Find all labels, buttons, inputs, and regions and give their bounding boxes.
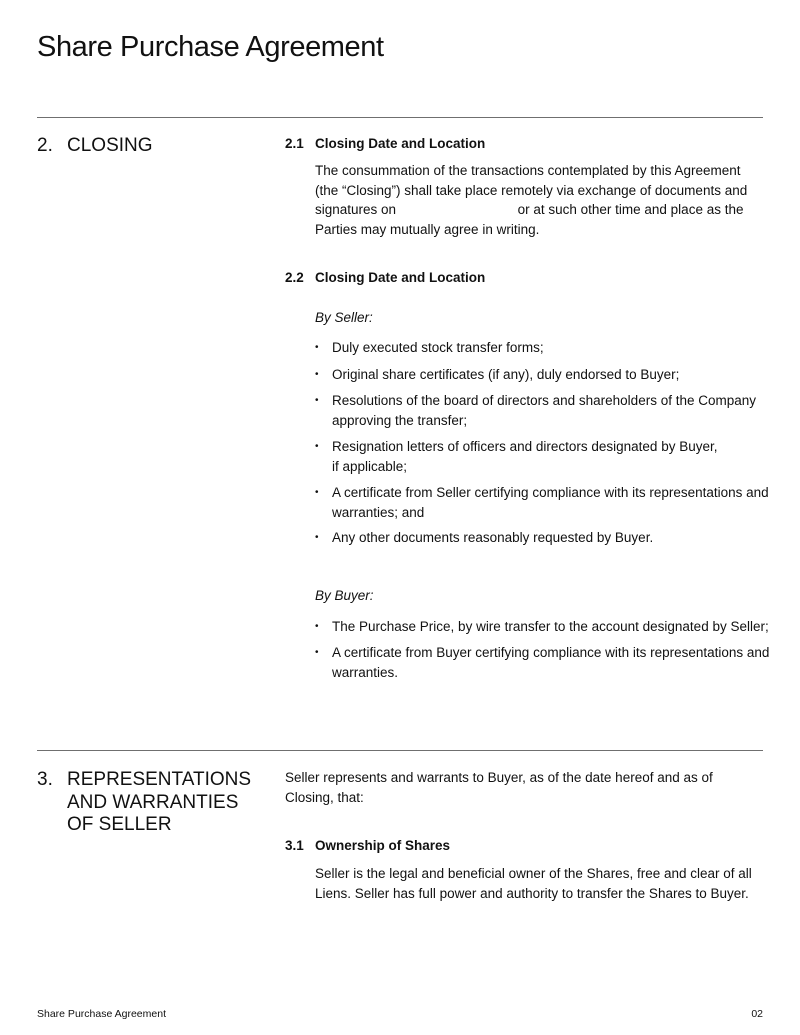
bullet-icon: • [315, 647, 319, 658]
seller-list-item: • A certificate from Seller certifying compliance with its representations and warranties; and [315, 485, 769, 520]
section-2-title: CLOSING [67, 135, 153, 156]
section-3-title: REPRESENTATIONS AND WARRANTIES OF SELLER [67, 769, 252, 835]
buyer-list-item: • The Purchase Price, by wire transfer to the account designated by Seller; [315, 617, 770, 637]
clause-3-1-text: Seller is the legal and beneficial owner of the Shares, free and clear of all Liens. Seller has full power and authority to transfer the Shares to Buyer. [315, 866, 752, 901]
seller-list-item: • Original share certificates (if any), duly endorsed to Buyer; [315, 365, 770, 385]
seller-list-item: • Any other documents reasonably requested by Buyer. [315, 528, 770, 548]
section-divider [37, 117, 763, 118]
section-divider [37, 750, 763, 751]
section-2-number: 2. [37, 135, 53, 156]
clause-2-1-number: 2.1 [285, 136, 304, 151]
clause-3-1-title: Ownership of Shares [315, 838, 451, 853]
seller-list-item: • Duly executed stock transfer forms; [315, 338, 770, 358]
bullet-icon: • [315, 395, 319, 406]
bullet-icon: • [315, 342, 319, 353]
bullet-icon: • [315, 621, 319, 632]
buyer-list-item: • A certificate from Buyer certifying compliance with its representations and warranties. [315, 645, 770, 680]
seller-list-item: • Resignation letters of officers and directors designated by Buyer, if applicable; [315, 439, 718, 474]
seller-list-item: • Resolutions of the board of directors and shareholders of the Company approving the transfer; [315, 393, 756, 428]
footer-page-number: 02 [751, 1008, 763, 1020]
clause-2-2-title: Closing Date and Location [315, 270, 486, 285]
by-seller-heading: By Seller: [315, 310, 373, 325]
bullet-icon: • [315, 369, 319, 380]
section-3-number: 3. [37, 769, 53, 790]
clause-3-1-number: 3.1 [285, 838, 304, 853]
by-buyer-heading: By Buyer: [315, 588, 374, 603]
document-title: Share Purchase Agreement [37, 31, 384, 63]
bullet-icon: • [315, 487, 319, 498]
section-3-intro: Seller represents and warrants to Buyer, as of the date hereof and as of Closing, that: [285, 770, 713, 805]
clause-2-1-text-after: or at such other time and place as the Parties may mutually agree in writing. [315, 202, 744, 237]
clause-2-1-text-before: The consummation of the transactions contemplated by this Agreement (the “Closing”) shall take place remotely via exchange of documents and signatures on [315, 163, 748, 218]
clause-2-1-text [315, 161, 765, 239]
bullet-icon: • [315, 441, 319, 452]
clause-2-1-title: Closing Date and Location [315, 136, 486, 151]
clause-2-2-number: 2.2 [285, 270, 304, 285]
footer-document-name: Share Purchase Agreement [37, 1008, 166, 1020]
bullet-icon: • [315, 532, 319, 543]
